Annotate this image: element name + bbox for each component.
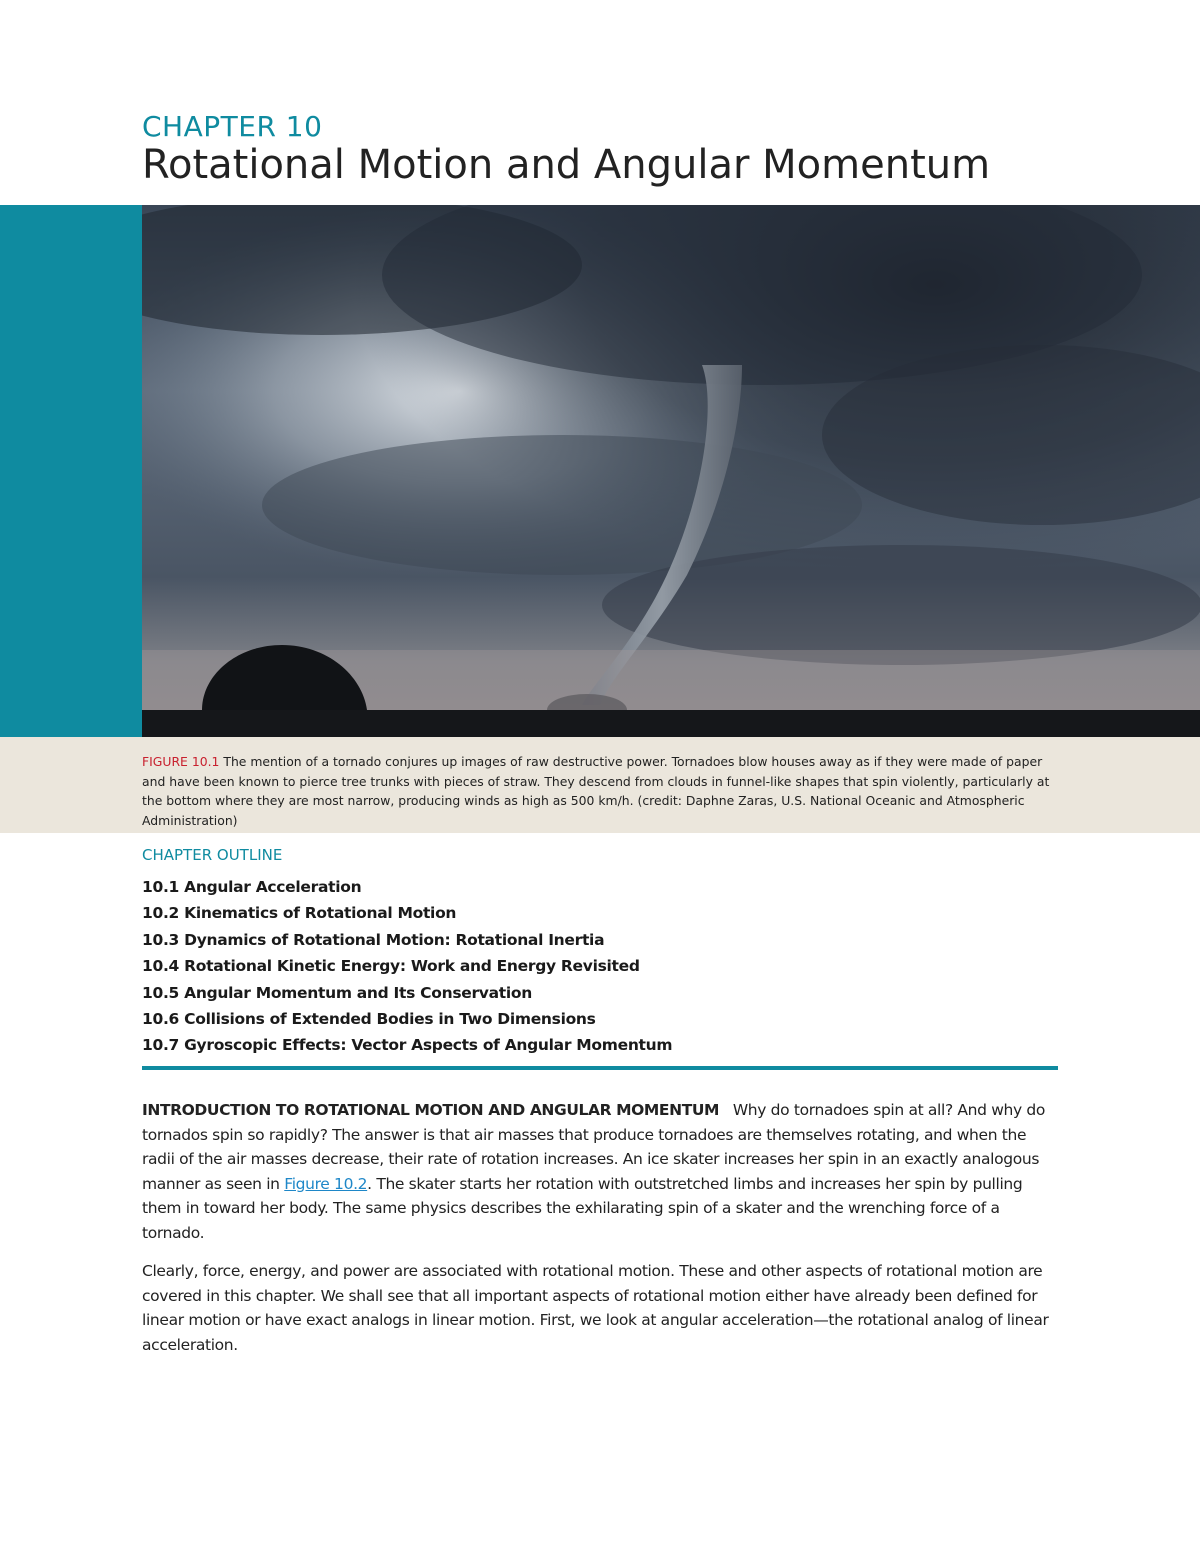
tornado-photo — [142, 205, 1200, 737]
figure-caption — [142, 752, 1062, 830]
intro-p1-text-a: Why do tornadoes spin at all? And why do tornados spin so rapidly? The answer is that air masses that produce tornadoes are themselves rotating, and when the radii of the air masses decrease, their rate of rotation increases. An ice skater increases her spin in an exactly analogous manner as seen in — [142, 1101, 1046, 1193]
chapter-outline-heading: CHAPTER OUTLINE — [142, 846, 283, 864]
figure-label: FIGURE 10.1 — [142, 754, 220, 769]
figure-10-2-link[interactable]: Figure 10.2 — [284, 1174, 368, 1193]
outline-item-10-3[interactable]: 10.3 Dynamics of Rotational Motion: Rotational Inertia — [142, 930, 605, 949]
chapter-title: Rotational Motion and Angular Momentum — [142, 142, 991, 188]
outline-divider — [142, 1066, 1058, 1070]
outline-item-10-4[interactable]: 10.4 Rotational Kinetic Energy: Work and Energy Revisited — [142, 957, 640, 976]
outline-item-10-5[interactable]: 10.5 Angular Momentum and Its Conservation — [142, 983, 532, 1002]
intro-paragraph-2: Clearly, force, energy, and power are associated with rotational motion. These and other aspects of rotational motion are covered in this chapter. We shall see that all important aspects of rotational motion either have already been defined for linear motion or have exact analogs in linear motion. First, we look at angular acceleration—the rotational analog of linear acceleration. — [142, 1262, 1049, 1354]
outline-item-10-7[interactable]: 10.7 Gyroscopic Effects: Vector Aspects of Angular Momentum — [142, 1036, 673, 1055]
chapter-label: CHAPTER 10 — [142, 110, 323, 143]
intro-heading: INTRODUCTION TO ROTATIONAL MOTION AND ANGULAR MOMENTUM — [142, 1101, 720, 1119]
intro-paragraph-1 — [142, 1098, 1062, 1245]
accent-bar — [0, 205, 142, 737]
outline-item-10-6[interactable]: 10.6 Collisions of Extended Bodies in Two Dimensions — [142, 1010, 596, 1029]
figure-caption-text: The mention of a tornado conjures up images of raw destructive power. Tornadoes blow houses away as if they were made of paper and have been known to pierce tree trunks with pieces of straw. They descend from clouds in funnel-like shapes that spin violently, particularly at the bottom where they are most narrow, producing winds as high as 500 km/h. (credit: Daphne Zaras, U.S. National Oceanic and Atmospheric Administration) — [142, 754, 1050, 828]
chapter-outline-list — [142, 874, 672, 1059]
intro-p1-text-b: . The skater starts her rotation with outstretched limbs and increases her spin by pulling them in toward her body. The same physics describes the exhilarating spin of a skater and the wrenching force of a tornado. — [142, 1174, 1023, 1242]
outline-item-10-1[interactable]: 10.1 Angular Acceleration — [142, 878, 362, 896]
outline-item-10-2[interactable]: 10.2 Kinematics of Rotational Motion — [142, 904, 457, 923]
